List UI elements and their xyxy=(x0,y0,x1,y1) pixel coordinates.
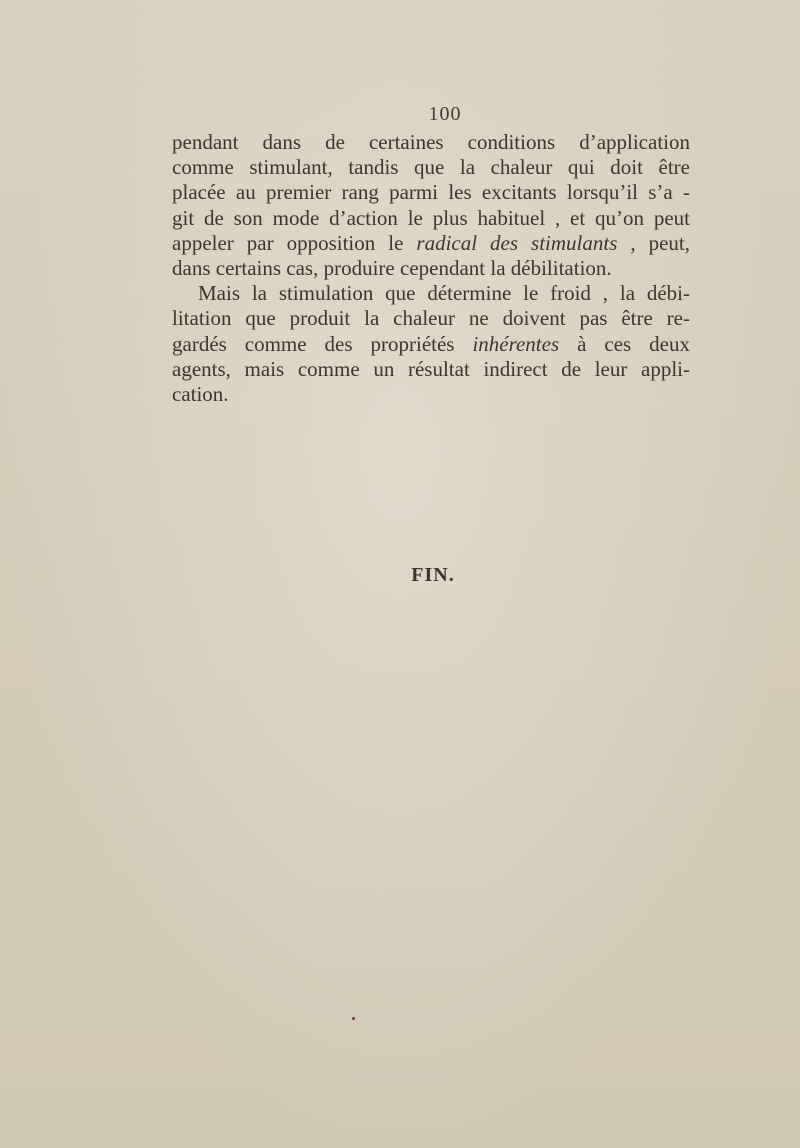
text-line: Mais la stimulation que détermine le froid , la débi- xyxy=(198,281,690,306)
body-text xyxy=(172,130,690,407)
text-line xyxy=(172,231,690,256)
paragraph-end-line: cation. xyxy=(172,381,229,406)
end-mark: FIN. xyxy=(411,564,455,586)
text-segment: gardés comme des propriétés xyxy=(172,331,473,356)
text-line: litation que produit la chaleur ne doivent pas être re- xyxy=(172,306,690,331)
text-segment: appeler par opposition le xyxy=(172,230,417,255)
page-number: 100 xyxy=(428,103,462,125)
text-line xyxy=(172,332,690,357)
italic-phrase: radical des stimulants xyxy=(416,230,618,255)
text-line: placée au premier rang parmi les excitants lorsqu’il s’a - xyxy=(172,180,690,205)
text-line: agents, mais comme un résultat indirect de leur appli- xyxy=(172,356,690,381)
text-segment: , peut, xyxy=(617,230,691,255)
text-line: git de son mode d’action le plus habituel , et qu’on peut xyxy=(172,205,690,230)
italic-phrase: inhérentes xyxy=(472,331,560,356)
paragraph-end-line: dans certains cas, produire cependant la débilitation. xyxy=(172,255,612,280)
text-segment: à ces deux xyxy=(559,331,690,356)
text-line: comme stimulant, tandis que la chaleur qui doit être xyxy=(172,155,690,180)
text-line: pendant dans de certaines conditions d’application xyxy=(172,130,690,154)
ink-speck xyxy=(352,1017,355,1020)
